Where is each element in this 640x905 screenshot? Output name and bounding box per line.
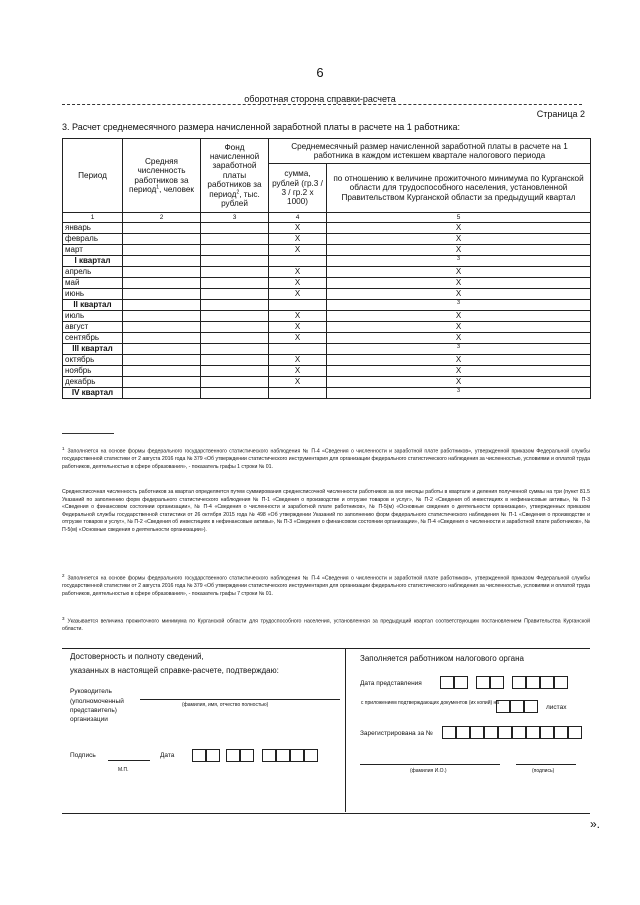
registration-cell[interactable] <box>540 726 554 739</box>
closing-mark: ». <box>589 817 600 831</box>
footnote-ref: 3 <box>457 256 461 263</box>
sheets-count-cell[interactable] <box>496 700 510 713</box>
sum-cell: X <box>269 333 327 344</box>
signature-box-separator <box>345 648 346 812</box>
ratio-cell: X <box>327 311 591 322</box>
quarter-row <box>63 256 591 267</box>
fund-cell[interactable] <box>201 344 269 355</box>
ratio-cell: X <box>327 355 591 366</box>
month-row <box>63 278 591 289</box>
date-cell[interactable] <box>290 749 304 762</box>
sum-cell: X <box>269 278 327 289</box>
fund-cell[interactable] <box>201 267 269 278</box>
registration-cell[interactable] <box>568 726 582 739</box>
submission-date-cell[interactable] <box>540 676 554 689</box>
ratio-cell: X <box>327 223 591 234</box>
month-row <box>63 366 591 377</box>
ratio-cell[interactable] <box>327 256 591 267</box>
header-fund: Фонд начисленной заработной платы работников за период$^2$, тыс. рублей <box>201 139 269 213</box>
avg-count-cell[interactable] <box>123 245 201 256</box>
avg-count-cell[interactable] <box>123 267 201 278</box>
ratio-cell: X <box>327 278 591 289</box>
officer-sign-caption: (подпись) <box>532 768 555 774</box>
footnote-divider <box>62 433 114 434</box>
footnote-ref: 3 <box>457 344 461 351</box>
sum-cell[interactable] <box>269 344 327 355</box>
month-row <box>63 355 591 366</box>
page-reference: Страница 2 <box>536 109 585 119</box>
officer-signature-field[interactable] <box>516 764 576 765</box>
period-label: III квартал <box>63 344 123 355</box>
month-row <box>63 322 591 333</box>
footnote-3: 3Указывается величина прожиточного минимума по Курганской области для трудоспособного населения, установленная за предыдущий квартал соответствующим постановлением Правительства Курганской области. <box>62 616 590 633</box>
registration-cell[interactable] <box>484 726 498 739</box>
quarter-row <box>63 300 591 311</box>
date-cell[interactable] <box>206 749 220 762</box>
sum-cell: X <box>269 322 327 333</box>
footnote-2: 2Заполняется на основе формы федерального государственного статистического наблюдения № П-4 «Сведения о численности и заработной плате работников», утвержденной приказом Федеральной службы государственной статистики от 2 августа 2016 года № 379 «Об утверждении статистического инструментария для организации федерального статистического наблюдения за численностью, условиями и оплатой труда работников, деятельностью в сфере образования», - показатель графы 7 строки № 01. <box>62 573 590 597</box>
period-label: декабрь <box>63 377 123 388</box>
attachment-label: с приложением подтверждающих документов (их копий) на <box>360 700 500 706</box>
period-label: июнь <box>63 289 123 300</box>
registration-label: Зарегистрирована за № <box>360 730 433 737</box>
date-cell[interactable] <box>276 749 290 762</box>
period-label: апрель <box>63 267 123 278</box>
fund-cell[interactable] <box>201 311 269 322</box>
submission-date-cell[interactable] <box>476 676 490 689</box>
column-numbers-row: 1 2 3 4 5 <box>63 213 591 223</box>
quarter-row <box>63 388 591 399</box>
registration-cell[interactable] <box>554 726 568 739</box>
fund-cell[interactable] <box>201 289 269 300</box>
period-label: февраль <box>63 234 123 245</box>
footnote-ref: 3 <box>457 300 461 307</box>
avg-count-cell[interactable] <box>123 344 201 355</box>
month-row <box>63 234 591 245</box>
page-subtitle: оборотная сторона справки-расчета <box>244 94 396 104</box>
sum-cell: X <box>269 234 327 245</box>
registration-cell[interactable] <box>512 726 526 739</box>
fund-cell[interactable] <box>201 234 269 245</box>
sheets-label: листах <box>546 704 567 711</box>
avg-count-cell[interactable] <box>123 388 201 399</box>
sum-cell: X <box>269 267 327 278</box>
period-label: II квартал <box>63 300 123 311</box>
certify-line-1: Достоверность и полноту сведений, <box>70 652 204 661</box>
period-label: июль <box>63 311 123 322</box>
quarter-row <box>63 344 591 355</box>
sum-cell: X <box>269 289 327 300</box>
avg-count-cell[interactable] <box>123 289 201 300</box>
date-cell[interactable] <box>304 749 318 762</box>
sum-cell: X <box>269 245 327 256</box>
submission-date-cell[interactable] <box>554 676 568 689</box>
header-period: Период <box>63 139 123 213</box>
sum-cell: X <box>269 311 327 322</box>
officer-name-caption: (фамилия И.О.) <box>410 768 447 774</box>
officer-name-field[interactable] <box>360 764 500 765</box>
head-sub-label: (уполномоченный представитель) организации <box>70 698 124 723</box>
sheets-count-cell[interactable] <box>524 700 538 713</box>
fund-cell[interactable] <box>201 355 269 366</box>
sum-cell: X <box>269 223 327 234</box>
sign-label: Подпись <box>70 752 96 759</box>
fund-cell[interactable] <box>201 300 269 311</box>
month-row <box>63 377 591 388</box>
fund-cell[interactable] <box>201 256 269 267</box>
month-row <box>63 333 591 344</box>
period-label: ноябрь <box>63 366 123 377</box>
signature-field[interactable] <box>108 760 150 761</box>
avg-count-cell[interactable] <box>123 311 201 322</box>
ratio-cell: X <box>327 322 591 333</box>
month-row <box>63 245 591 256</box>
date-cell[interactable] <box>262 749 276 762</box>
head-label: Руководитель <box>70 688 112 695</box>
fund-cell[interactable] <box>201 245 269 256</box>
head-name-field[interactable] <box>140 699 340 700</box>
fund-cell[interactable] <box>201 223 269 234</box>
date-cell[interactable] <box>192 749 206 762</box>
registration-cell[interactable] <box>526 726 540 739</box>
submission-date-cell[interactable] <box>454 676 468 689</box>
period-label: сентябрь <box>63 333 123 344</box>
header-group: Среднемесячный размер начисленной заработной платы в расчете на 1 работника в каждом истекшем квартале налогового периода <box>269 139 591 164</box>
submission-date-cell[interactable] <box>490 676 504 689</box>
date-cell[interactable] <box>240 749 254 762</box>
period-label: январь <box>63 223 123 234</box>
head-name-caption: (фамилия, имя, отчество полностью) <box>182 702 269 708</box>
tax-office-title: Заполняется работником налогового органа <box>360 654 524 663</box>
registration-cell[interactable] <box>442 726 456 739</box>
footnote-1: 1Заполняется на основе формы федерального государственного статистического наблюдения № П-4 «Сведения о численности и заработной плате работников», утвержденной приказом Федеральной службы государственной статистики от 2 августа 2016 года № 379 «Об утверждении статистического инструментария для организации федерального статистического наблюдения за численностью, условиями и оплатой труда работников, деятельностью в сфере образования», - показатель графы 1 строки № 01. <box>62 446 590 470</box>
salary-table <box>62 138 591 399</box>
stamp-place-label: М.П. <box>118 767 129 773</box>
fund-cell[interactable] <box>201 366 269 377</box>
ratio-cell[interactable] <box>327 300 591 311</box>
month-row <box>63 223 591 234</box>
period-label: май <box>63 278 123 289</box>
period-label: октябрь <box>63 355 123 366</box>
sum-cell[interactable] <box>269 300 327 311</box>
sum-cell[interactable] <box>269 256 327 267</box>
page-number: 6 <box>316 65 324 80</box>
footnote-1b: Среднесписочная численность работников за квартал определяется путем суммирования среднесписочной численности работников за все месяцы работы в квартале и деления полученной суммы на три (пункт 81.5 Указаний по заполнению форм федерального статистического наблюдения № П-1 «Сведения о производстве и отгрузке товаров и услуг», № П-2 «Сведения об инвестициях в нефинансовые активы», № П-3 «Сведения о финансовом состоянии организации», № П-4 «Сведения о численности и заработной плате работников», № П-5(м) «Основные сведения о деятельности организации», утвержденных приказом Федеральной службы государственной статистики от 26 октября 2015 года № 498 «Об утверждении Указаний по заполнению форм федерального статистического наблюдения № П-1 «Сведения о производстве и отгрузке товаров и услуг», № П-2 «Сведения об инвестициях в нефинансовые активы», № П-3 «Сведения о финансовом состоянии организации», № П-4 «Сведения о численности и заработной плате работников», № П-5(м) «Основные сведения о деятельности организации»). <box>62 489 590 533</box>
sum-cell: X <box>269 366 327 377</box>
ratio-cell: X <box>327 245 591 256</box>
avg-count-cell[interactable] <box>123 355 201 366</box>
section-title: 3. Расчет среднемесячного размера начисленной заработной платы в расчете на 1 работника: <box>62 122 461 132</box>
fund-cell[interactable] <box>201 333 269 344</box>
ratio-cell: X <box>327 377 591 388</box>
avg-count-cell[interactable] <box>123 300 201 311</box>
ratio-cell: X <box>327 289 591 300</box>
month-row <box>63 267 591 278</box>
period-label: IV квартал <box>63 388 123 399</box>
ratio-cell: X <box>327 234 591 245</box>
ratio-cell[interactable] <box>327 388 591 399</box>
header-avg-count: Средняя численность работников за период$^1$, человек <box>123 139 201 213</box>
sum-cell[interactable] <box>269 388 327 399</box>
registration-cell[interactable] <box>498 726 512 739</box>
submission-date-cell[interactable] <box>526 676 540 689</box>
period-label: I квартал <box>63 256 123 267</box>
avg-count-cell[interactable] <box>123 366 201 377</box>
header-sum: сумма, рублей (гр.3 / 3 / гр.2 x 1000) <box>269 164 327 213</box>
divider <box>62 104 582 105</box>
avg-count-cell[interactable] <box>123 223 201 234</box>
ratio-cell[interactable] <box>327 344 591 355</box>
ratio-cell: X <box>327 333 591 344</box>
avg-count-cell[interactable] <box>123 278 201 289</box>
avg-count-cell[interactable] <box>123 333 201 344</box>
submission-date-cell[interactable] <box>512 676 526 689</box>
fund-cell[interactable] <box>201 278 269 289</box>
month-row <box>63 289 591 300</box>
registration-cell[interactable] <box>470 726 484 739</box>
fund-cell[interactable] <box>201 377 269 388</box>
avg-count-cell[interactable] <box>123 377 201 388</box>
footnote-ref: 3 <box>457 388 461 395</box>
date-cell[interactable] <box>226 749 240 762</box>
month-row <box>63 311 591 322</box>
certify-line-2: указанных в настоящей справке-расчете, подтверждаю: <box>70 666 279 675</box>
sheets-count-cell[interactable] <box>510 700 524 713</box>
avg-count-cell[interactable] <box>123 256 201 267</box>
ratio-cell: X <box>327 366 591 377</box>
period-label: август <box>63 322 123 333</box>
avg-count-cell[interactable] <box>123 234 201 245</box>
period-label: март <box>63 245 123 256</box>
sum-cell: X <box>269 355 327 366</box>
submission-date-label: Дата представления <box>360 680 422 687</box>
fund-cell[interactable] <box>201 388 269 399</box>
submission-date-cell[interactable] <box>440 676 454 689</box>
fund-cell[interactable] <box>201 322 269 333</box>
header-ratio: по отношению к величине прожиточного минимума по Курганской области для трудоспособного населения, установленной Правительством Курганской области за предыдущий квартал <box>327 164 591 213</box>
avg-count-cell[interactable] <box>123 322 201 333</box>
date-label: Дата <box>160 752 175 759</box>
ratio-cell: X <box>327 267 591 278</box>
registration-cell[interactable] <box>456 726 470 739</box>
sum-cell: X <box>269 377 327 388</box>
